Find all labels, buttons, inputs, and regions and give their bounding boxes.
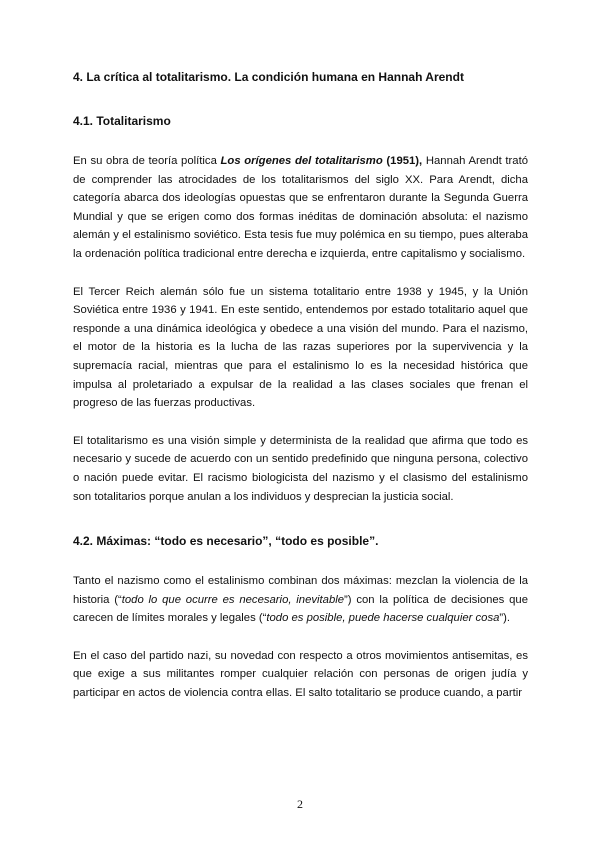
quote-possible: todo es posible, puede hacerse cualquier cosa [266,612,500,625]
paragraph-determinism: El totalitarismo es una visión simple y determinista de la realidad que afirma que todo es necesario y sucede de acuerdo con un sentido predefinido que ninguna persona, colectivo o nación puede evitar. El racismo biologicista del nazismo y el clasismo del estalinismo son totalitarios porque anulan a los individuos y desprecian la justicia social. [73,434,528,503]
paragraph-maximas-part2: ”) con la política de decisiones que carecen de límites morales y legales (“ [73,593,528,625]
paragraph-maximas-part3: ”). [499,612,511,625]
paragraph-nazi-party: En el caso del partido nazi, su novedad con respecto a otros movimientos antisemitas, es que exige a sus militantes romper cualquier relación con personas de origen judía y participar en actos de violencia contra ellas. El salto totalitario se produce cuando, a partir [73,649,528,700]
paragraph-origins-rest: Hannah Arendt trató de comprender las atrocidades de los totalitarismos del siglo XX. Para Arendt, dicha categoría abarca dos ideologías opuestas que se enfrentaron durante la Segunda Guerra Mundial y que se erigen como dos formas inéditas de dominación absoluta: el nazismo alemán y el estalinismo soviético. Esta tesis fue muy polémica en su tiempo, pues alteraba la ordenación política tradicional entre derecha e izquierda, entre capitalismo y socialismo. [73,155,528,260]
paragraph-origins-prefix: En su obra de teoría política [73,155,221,167]
book-year: (1951), [382,155,423,167]
paragraph-third-reich: El Tercer Reich alemán sólo fue un sistema totalitario entre 1938 y 1945, y la Unión Soviética entre 1936 y 1941. En este sentido, entendemos por estado totalitario aquel que responde a una dinámica ideológica y obedece a una visión del mundo. Para el nazismo, el motor de la historia es la lucha de las razas superiores por la supervivencia y la supremacía racial, mientras que para el estalinismo lo es la necesidad histórica que impulsa al proletariado a expulsar de la realidad a las clases sociales que frenan el progreso de las fuerzas productivas. [73,285,528,410]
book-title: Los orígenes del totalitarismo [220,155,383,167]
document-body [73,64,528,703]
page-number: 2 [297,797,303,811]
section-heading-totalitarismo: 4.1. Totalitarismo [73,114,171,128]
paragraph-origins [73,152,528,264]
section-heading-maximas: 4.2. Máximas: “todo es necesario”, “todo es posible”. [73,534,379,549]
paragraph-maximas [73,572,528,628]
paragraph-maximas-part1: Tanto el nazismo como el estalinismo combinan dos máximas: mezclan la violencia de la historia (“ [73,575,528,606]
chapter-heading: 4. La crítica al totalitarismo. La condición humana en Hannah Arendt [73,70,464,84]
quote-necessary: todo lo que ocurre es necesario, inevitable [121,593,345,606]
